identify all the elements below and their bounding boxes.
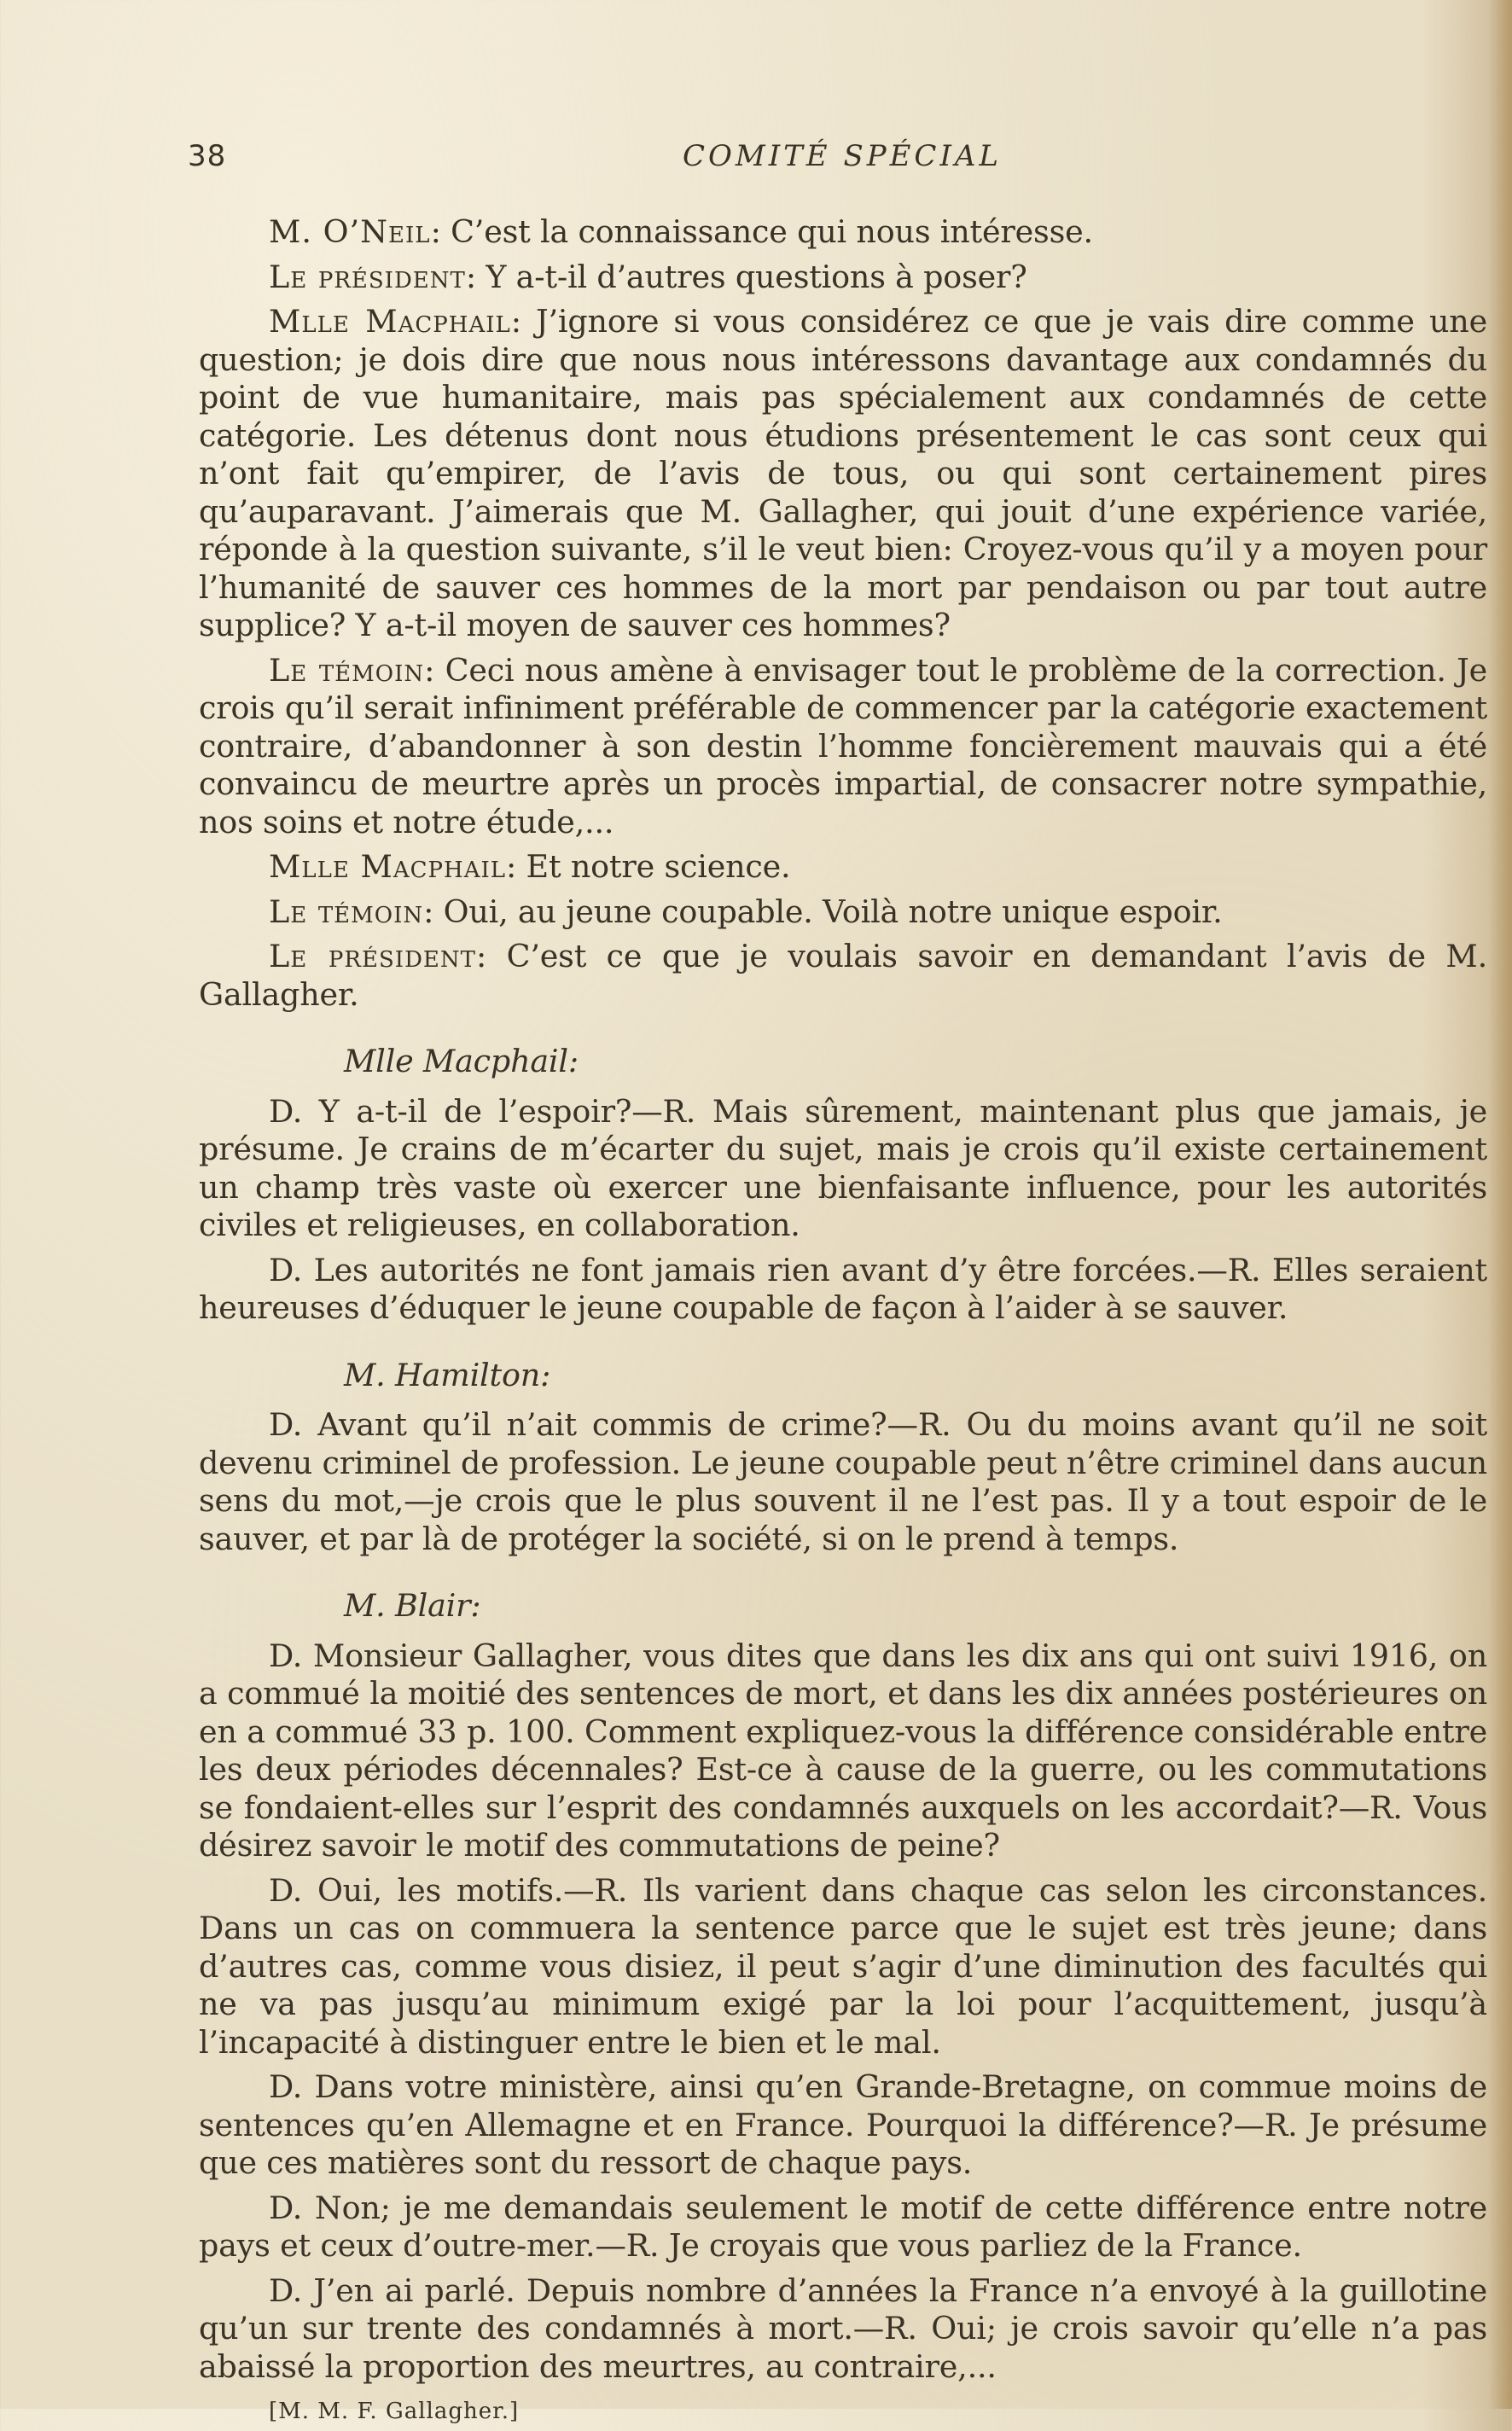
paragraph: [199, 303, 1487, 645]
page-header: [188, 139, 1485, 182]
paragraph-text: Et notre science.: [516, 848, 791, 885]
paragraph-text: D. Oui, les motifs.—R. Ils varient dans chaque cas selon les circonstances. Dans un cas on commuera la sentence parce que le sujet est très jeune; dans d’autres cas, comme vous disiez, il peut s’agir d’une diminution des facultés qui ne va pas jusqu’au minimum exigé par la loi pour l’acquittement, jusqu’à l’incapacité à distinguer entre le bien et le mal.: [199, 1871, 1487, 2061]
paragraph-text: J’ignore si vous considérez ce que je vais dire comme une question; je dois dire que nous nous intéressons davantage aux condamnés du point de vue humanitaire, mais pas spécialement aux condamnés de cette catégorie. Les détenus dont nous étudions présentement le cas sont ceux qui n’ont fait qu’empirer, de l’avis de tous, ou qui sont certainement pires qu’auparavant. J’aimerais que M. Gallagher, qui jouit d’une expérience variée, réponde à la question suivante, s’il le veut bien: Croyez-vous qu’il y a moyen pour l’humanité de sauver ces hommes de la mort par pendaison ou par tout autre supplice? Y a-t-il moyen de sauver ces hommes?: [199, 303, 1487, 643]
paragraph: [199, 652, 1487, 842]
page-number: 38: [188, 139, 227, 173]
speaker-heading: Mlle Macphail:: [344, 1043, 579, 1079]
paragraph: [199, 938, 1487, 1014]
speaker-separator: :: [510, 303, 521, 340]
paragraph-text: D. Non; je me demandais seulement le motif de cette différence entre notre pays et ceux d’outre-mer.—R. Je croyais que vous parliez de la France.: [199, 2189, 1487, 2264]
speaker-separator: :: [424, 651, 435, 689]
paragraph: [199, 1872, 1487, 2062]
footer-note: [M. M. F. Gallagher.]: [269, 2399, 520, 2424]
paragraph-text: D. J’en ai parlé. Depuis nombre d’années la France n’a envoyé à la guillotine qu’un sur trente des condamnés à mort.—R. Oui; je crois savoir qu’elle n’a pas abaissé la proportion des meurtres, au contraire,...: [199, 2271, 1487, 2385]
speaker-name: Mlle Macphail: [269, 848, 507, 885]
speaker-name: Le témoin: [269, 893, 424, 930]
speaker-name: Le président: [269, 938, 476, 974]
speaker-separator: :: [465, 258, 476, 295]
paragraph: [199, 213, 1487, 252]
body-text: [199, 213, 1487, 2431]
paragraph: [199, 893, 1487, 932]
paragraph: [199, 2068, 1487, 2183]
paragraph-text: Y a-t-il d’autres questions à poser?: [475, 258, 1027, 295]
paragraph-text: Ceci nous amène à envisager tout le problème de la correction. Je crois qu’il serait infiniment préférable de commencer par la catégorie exactement contraire, d’abandonner à son destin l’homme foncièrement mauvais qui a été convaincu de meurtre après un procès impartial, de consacrer notre sympathie, nos soins et notre étude,...: [199, 651, 1487, 840]
speaker-separator: :: [430, 213, 441, 250]
speaker-name: M. O’Neil: [269, 213, 431, 250]
paragraph-text: D. Les autorités ne font jamais rien avant d’y être forcées.—R. Elles seraient heureuses d’éduquer le jeune coupable de façon à l’aider à se sauver.: [199, 1251, 1487, 1326]
speaker-heading: M. Blair:: [344, 1587, 481, 1624]
speaker-separator: :: [476, 938, 487, 974]
speaker-separator: :: [423, 893, 434, 930]
paragraph: [199, 1252, 1487, 1328]
paragraph: [199, 1406, 1487, 1558]
paragraph-text: Oui, au jeune coupable. Voilà notre unique espoir.: [433, 893, 1223, 930]
paragraph-text: D. Monsieur Gallagher, vous dites que dans les dix ans qui ont suivi 1916, on a commué la moitié des sentences de mort, et dans les dix années postérieures on en a commué 33 p. 100. Comment expliquez-vous la différence considérable entre les deux périodes décennales? Est-ce à cause de la guerre, ou les commutations se fondaient-elles sur l’esprit des condamnés auxquels on les accordait?—R. Vous désirez savoir le motif des commutations de peine?: [199, 1637, 1487, 1864]
speaker-name: Le témoin: [269, 651, 425, 689]
speaker-name: Mlle Macphail: [269, 303, 511, 340]
paragraph: [199, 2272, 1487, 2387]
paragraph: [199, 259, 1487, 297]
running-title: COMITÉ SPÉCIAL: [683, 139, 1003, 173]
page-edge-shadow: [1488, 0, 1512, 2409]
paragraph-text: D. Dans votre ministère, ainsi qu’en Grande-Bretagne, on commue moins de sentences qu’en Allemagne et en France. Pourquoi la différence?—R. Je présume que ces matières sont du ressort de chaque pays.: [199, 2068, 1487, 2181]
paragraph-text: C’est la connaissance qui nous intéresse.: [440, 213, 1093, 250]
paragraph: [199, 1093, 1487, 1245]
paragraph: [199, 2190, 1487, 2265]
speaker-separator: :: [506, 848, 517, 885]
speaker-name: Le président: [269, 258, 466, 295]
paragraph: [199, 1637, 1487, 1865]
paragraph-text: D. Avant qu’il n’ait commis de crime?—R. Ou du moins avant qu’il ne soit devenu criminel de profession. Le jeune coupable peut n’être criminel dans aucun sens du mot,—je crois que le plus souvent il ne l’est pas. Il y a tout espoir de le sauver, et par là de protéger la société, si on le prend à temps.: [199, 1406, 1487, 1557]
paragraph: [199, 848, 1487, 887]
paragraph-text: D. Y a-t-il de l’espoir?—R. Mais sûrement, maintenant plus que jamais, je présume. Je crains de m’écarter du sujet, mais je crois qu’il existe certainement un champ très vaste où exercer une bienfaisante influence, pour les autorités civiles et religieuses, en collaboration.: [199, 1092, 1487, 1243]
paragraph-text: C’est ce que je voulais savoir en demandant l’avis de M. Gallagher.: [199, 938, 1487, 1013]
speaker-heading: M. Hamilton:: [344, 1356, 551, 1393]
